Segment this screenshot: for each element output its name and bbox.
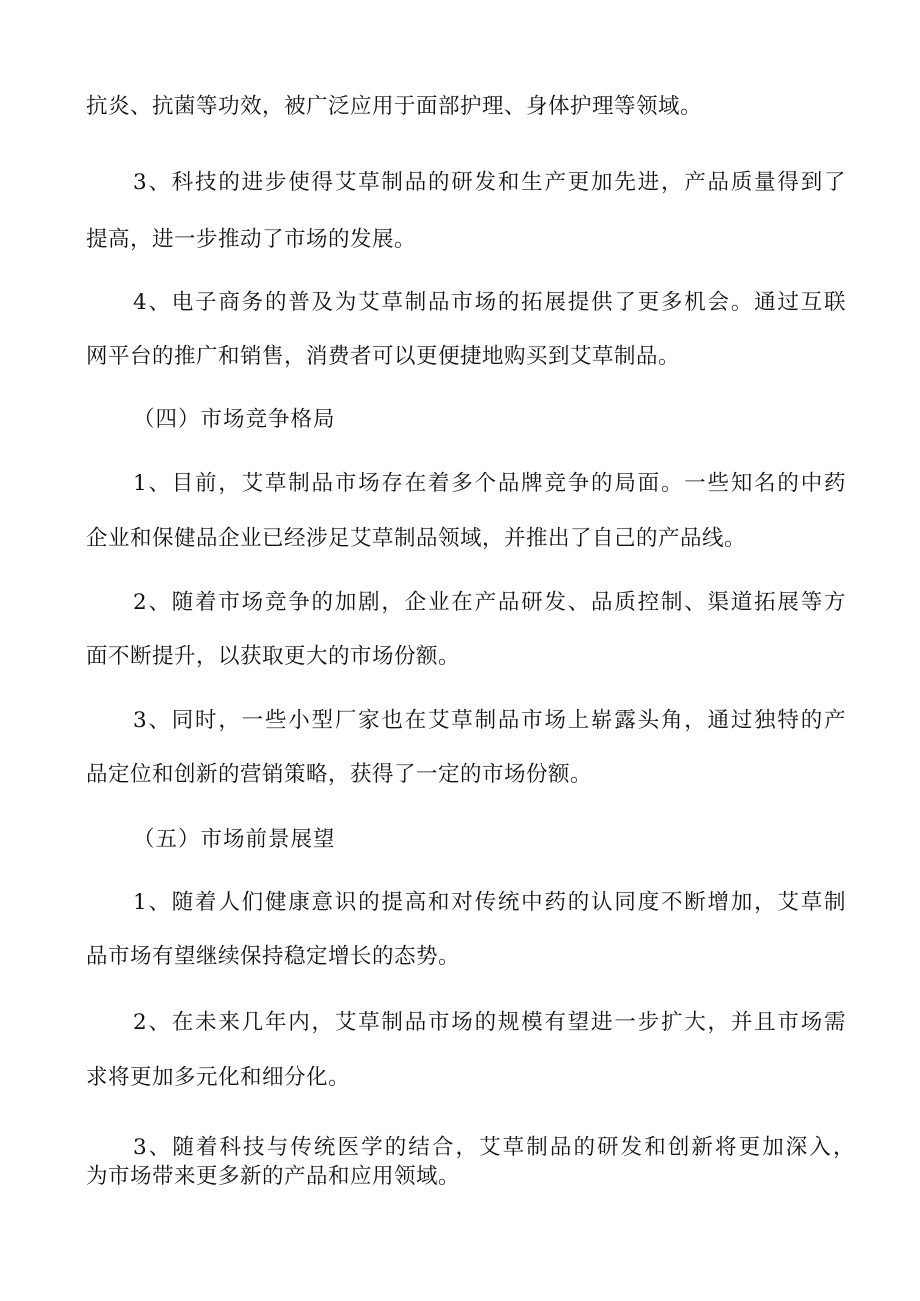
paragraph-line: 抗炎、抗菌等功效，被广泛应用于面部护理、身体护理等领域。 bbox=[86, 94, 703, 119]
paragraph-line: 2、在未来几年内，艾草制品市场的规模有望进一步扩大，并且市场需 bbox=[133, 1010, 846, 1035]
paragraph-line: 提高，进一步推动了市场的发展。 bbox=[86, 227, 417, 252]
section-heading: （四）市场竞争格局 bbox=[133, 407, 336, 432]
paragraph-line: 2、随着市场竞争的加剧，企业在产品研发、品质控制、渠道拓展等方 bbox=[133, 590, 846, 615]
paragraph-line: 1、随着人们健康意识的提高和对传统中药的认同度不断增加，艾草制 bbox=[133, 890, 846, 915]
paragraph-line: 品定位和创新的营销策略，获得了一定的市场份额。 bbox=[86, 762, 593, 787]
paragraph-line: 求将更加多元化和细分化。 bbox=[86, 1065, 351, 1090]
section-heading: （五）市场前景展望 bbox=[133, 827, 336, 852]
paragraph-line: 企业和保健品企业已经涉足艾草制品领域，并推出了自己的产品线。 bbox=[86, 526, 747, 551]
paragraph-line: 面不断提升，以获取更大的市场份额。 bbox=[86, 644, 461, 669]
paragraph-line: 3、同时，一些小型厂家也在艾草制品市场上崭露头角，通过独特的产 bbox=[133, 708, 846, 733]
paragraph-line: 3、科技的进步使得艾草制品的研发和生产更加先进，产品质量得到了 bbox=[133, 170, 846, 195]
paragraph-line: 3、随着科技与传统医学的结合，艾草制品的研发和创新将更加深入， bbox=[133, 1135, 855, 1160]
paragraph-line: 1、目前，艾草制品市场存在着多个品牌竞争的局面。一些知名的中药 bbox=[133, 471, 846, 496]
paragraph-line: 4、电子商务的普及为艾草制品市场的拓展提供了更多机会。通过互联 bbox=[133, 290, 846, 315]
paragraph-line: 品市场有望继续保持稳定增长的态势。 bbox=[86, 944, 461, 969]
paragraph-line: 网平台的推广和销售，消费者可以更便捷地购买到艾草制品。 bbox=[86, 344, 681, 369]
paragraph-line: 为市场带来更多新的产品和应用领域。 bbox=[86, 1164, 461, 1189]
